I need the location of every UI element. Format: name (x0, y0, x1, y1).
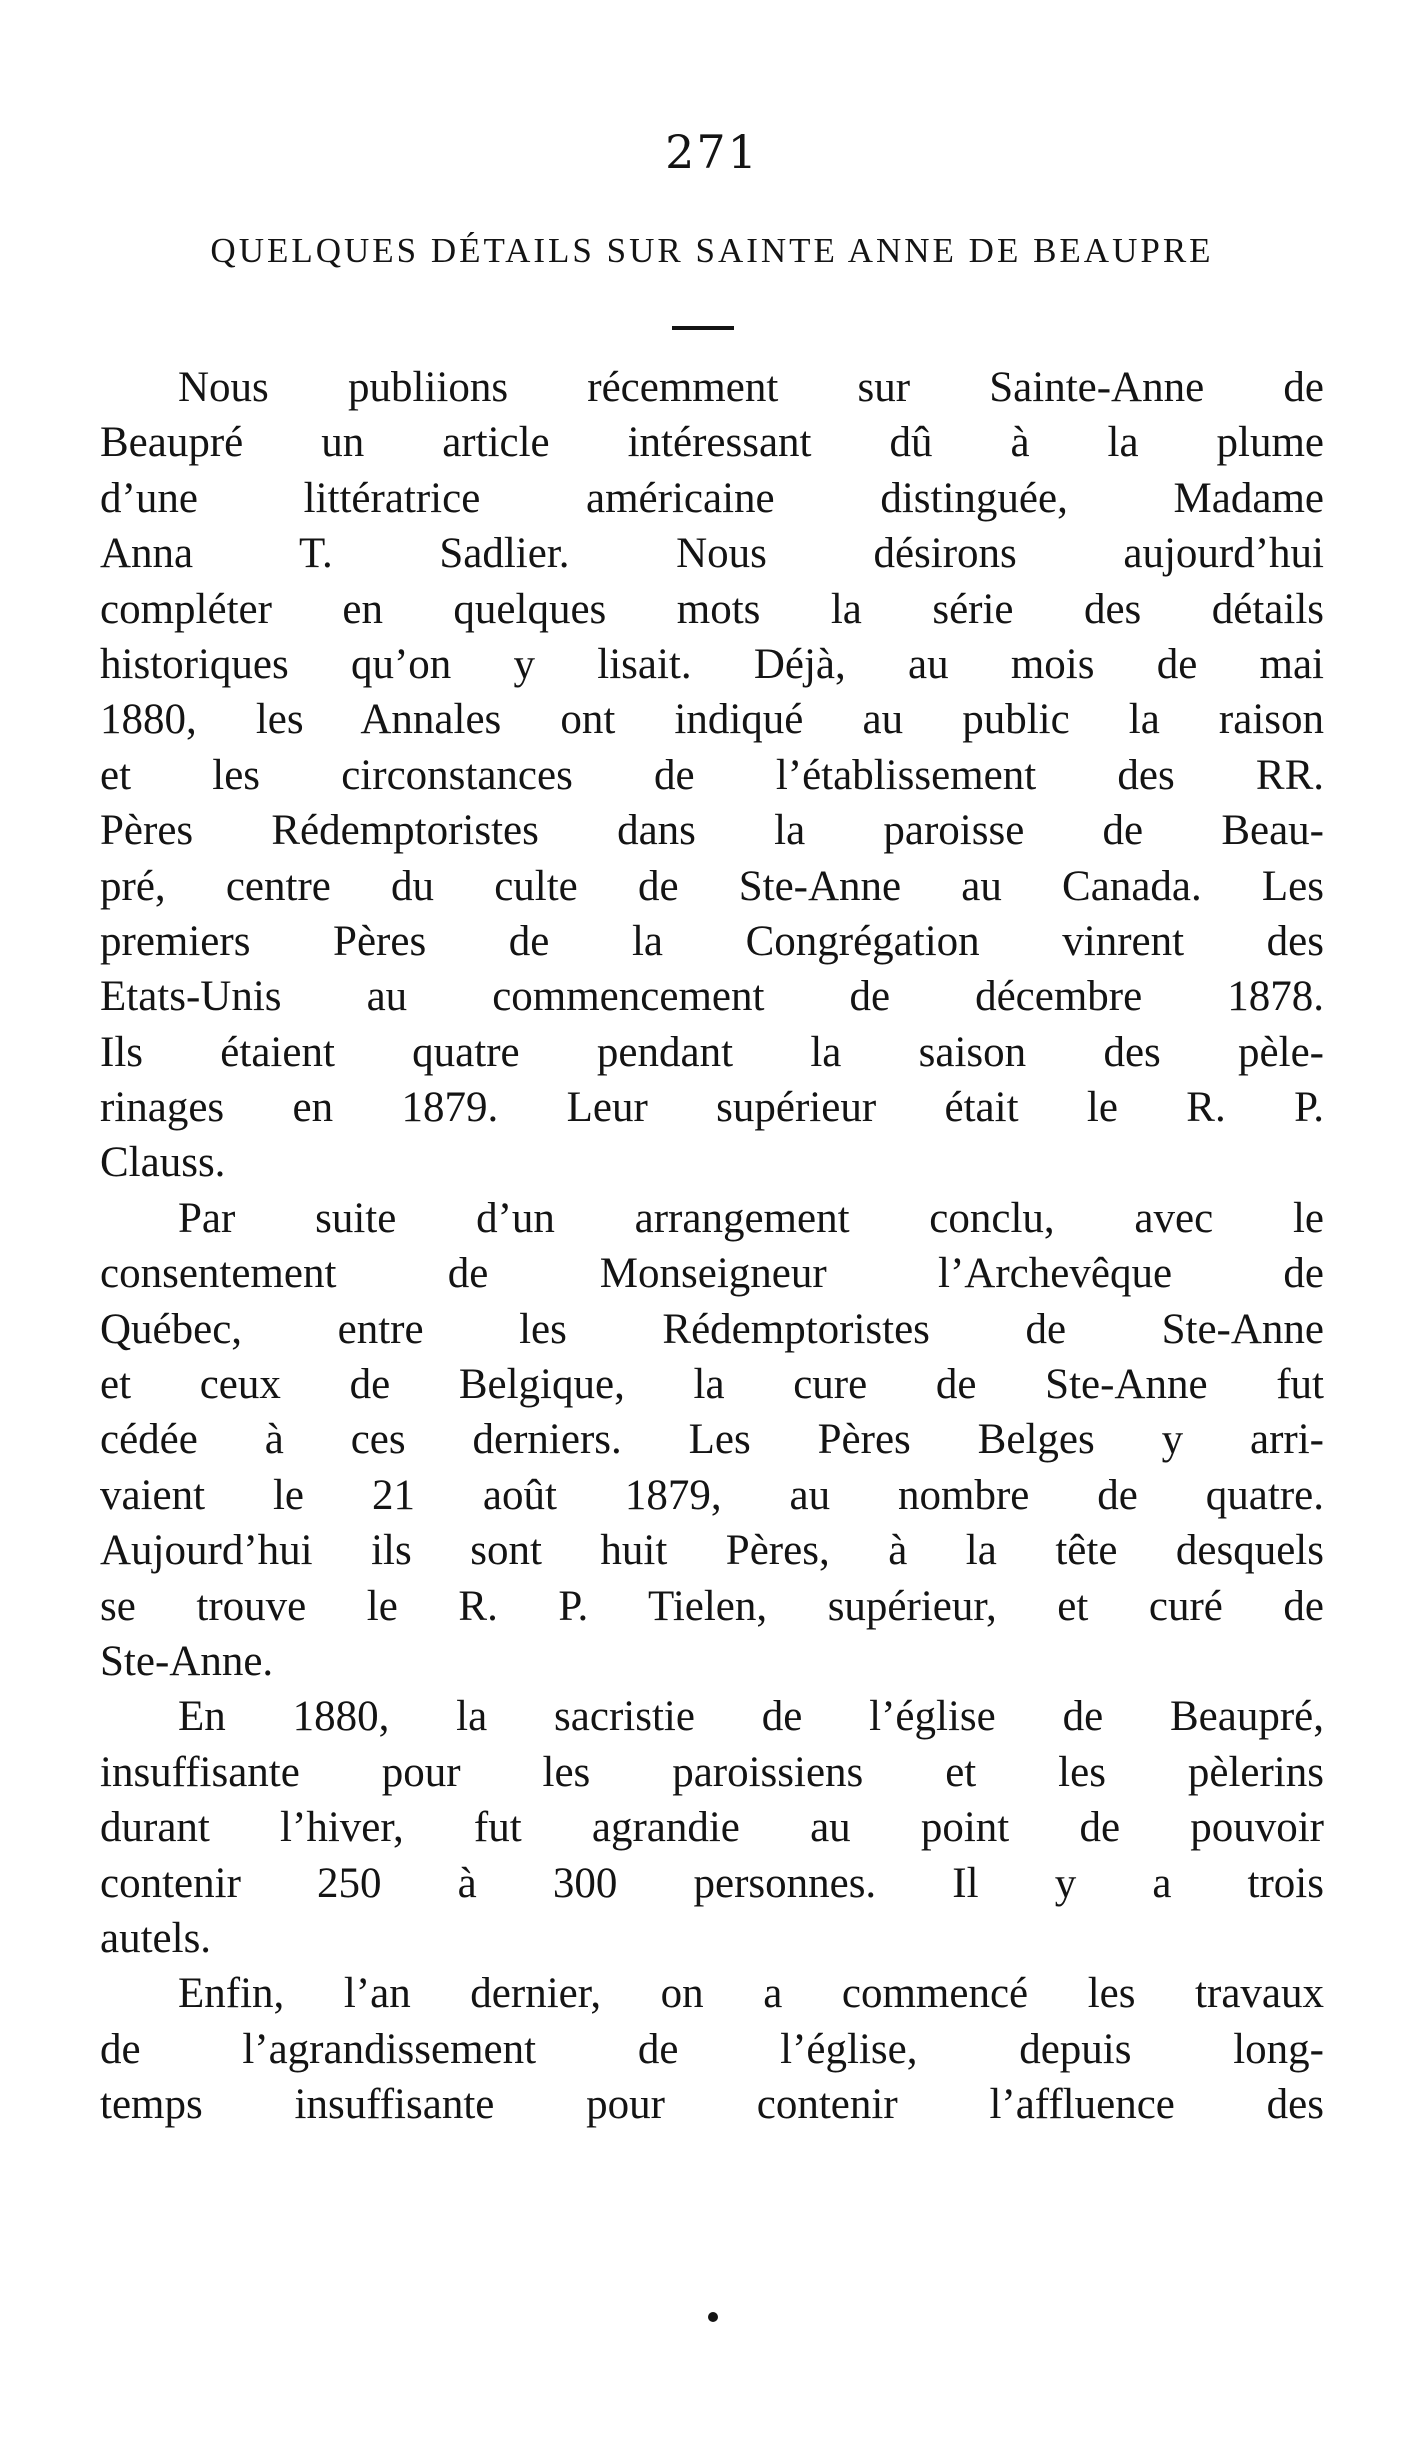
footer-dot (708, 2312, 718, 2322)
text-line: Aujourd’hui ils sont huit Pères, à la tête desquels (100, 1527, 1324, 1575)
text-line: En 1880, la sacristie de l’église de Beaupré, (178, 1693, 1324, 1741)
text-line: Pères Rédemptoristes dans la paroisse de Beau- (100, 807, 1324, 855)
text-line: Ste-Anne. (100, 1637, 274, 1685)
text-line: Enfin, l’an dernier, on a commencé les travaux (178, 1970, 1324, 2018)
text-line: Etats-Unis au commencement de décembre 1878. (100, 973, 1324, 1021)
page-number: 271 (665, 125, 759, 179)
text-line: Anna T. Sadlier. Nous désirons aujourd’hui (100, 530, 1324, 578)
text-line: consentement de Monseigneur l’Archevêque de (100, 1250, 1324, 1298)
text-line: Ils étaient quatre pendant la saison des pèle- (100, 1028, 1324, 1076)
section-dash (672, 326, 734, 330)
text-line: Beaupré un article intéressant dû à la plume (100, 419, 1324, 467)
text-line: pré, centre du culte de Ste-Anne au Canada. Les (100, 862, 1324, 910)
text-line: Par suite d’un arrangement conclu, avec le (178, 1194, 1324, 1242)
body-text (100, 360, 1324, 2133)
text-line: cédée à ces derniers. Les Pères Belges y arri- (100, 1416, 1324, 1464)
text-line: d’une littératrice américaine distinguée, Madame (100, 474, 1324, 522)
text-line: Clauss. (100, 1139, 226, 1187)
text-line: vaient le 21 août 1879, au nombre de quatre. (100, 1471, 1324, 1519)
text-line: historiques qu’on y lisait. Déjà, au mois de mai (100, 640, 1324, 688)
running-title: QUELQUES DÉTAILS SUR SAINTE ANNE DE BEAUPRE (210, 231, 1214, 270)
text-line: Québec, entre les Rédemptoristes de Ste-Anne (100, 1305, 1324, 1353)
text-line: et les circonstances de l’établissement des RR. (100, 751, 1324, 799)
text-line: se trouve le R. P. Tielen, supérieur, et curé de (100, 1582, 1324, 1630)
text-line: Nous publiions récemment sur Sainte-Anne de (178, 364, 1324, 411)
text-line: temps insuffisante pour contenir l’affluence des (100, 2081, 1324, 2129)
text-line: compléter en quelques mots la série des détails (100, 585, 1324, 633)
text-line: autels. (100, 1914, 212, 1962)
text-line: durant l’hiver, fut agrandie au point de pouvoir (100, 1804, 1324, 1852)
text-line: contenir 250 à 300 personnes. Il y a trois (100, 1859, 1324, 1907)
text-line: de l’agrandissement de l’église, depuis long- (100, 2025, 1324, 2073)
text-line: 1880, les Annales ont indiqué au public la raison (100, 696, 1324, 744)
text-line: insuffisante pour les paroissiens et les pèlerins (100, 1748, 1324, 1796)
text-line: rinages en 1879. Leur supérieur était le R. P. (100, 1084, 1324, 1132)
text-line: et ceux de Belgique, la cure de Ste-Anne fut (100, 1361, 1324, 1409)
text-line: premiers Pères de la Congrégation vinrent des (100, 917, 1324, 965)
